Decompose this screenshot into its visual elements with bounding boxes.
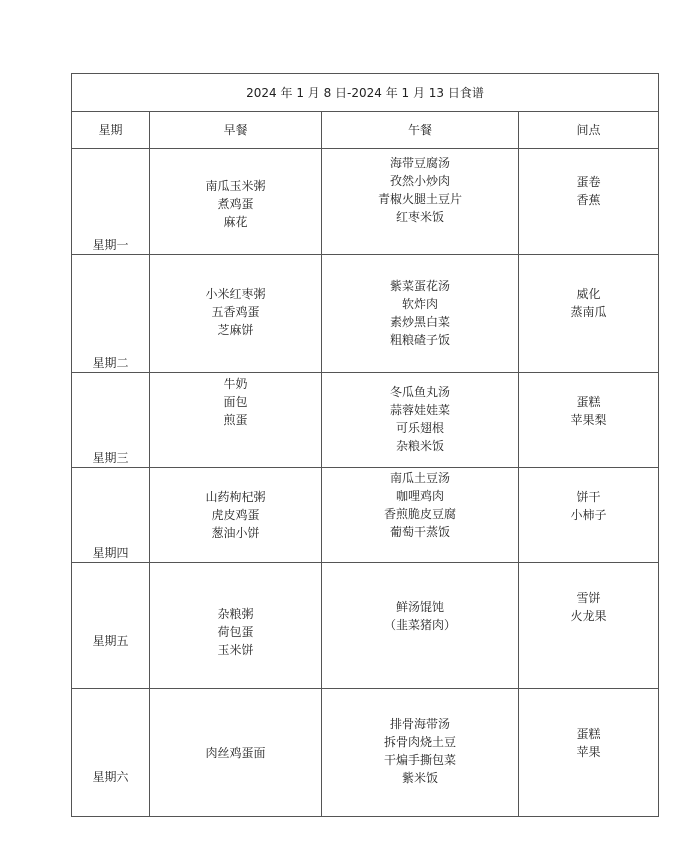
header-lunch: 午餐 xyxy=(322,112,519,149)
snack-cell xyxy=(519,468,659,563)
lunch-item: 孜然小炒肉 xyxy=(389,174,450,188)
breakfast-item: 五香鸡蛋 xyxy=(211,305,260,319)
header-snack: 间点 xyxy=(519,112,659,149)
snack-item: 火龙果 xyxy=(570,609,607,623)
lunch-cell xyxy=(322,689,519,817)
snack-item: 饼干 xyxy=(576,490,601,504)
snack-item: 小柿子 xyxy=(570,508,607,522)
snack-item: 蛋糕 xyxy=(576,727,601,741)
table-row xyxy=(72,468,659,563)
breakfast-item: 小米红枣粥 xyxy=(205,287,266,301)
lunch-item: 排骨海带汤 xyxy=(389,717,450,731)
breakfast-item: 南瓜玉米粥 xyxy=(205,178,266,193)
snack-item: 苹果梨 xyxy=(570,413,607,427)
lunch-cell xyxy=(322,563,519,689)
table-row xyxy=(72,373,659,468)
lunch-cell xyxy=(322,255,519,373)
lunch-item: 香煎脆皮豆腐 xyxy=(383,507,456,521)
header-row xyxy=(72,112,659,149)
breakfast-item: 肉丝鸡蛋面 xyxy=(205,746,266,760)
snack-item: 蛋卷 xyxy=(576,175,601,189)
day-cell: 星期三 xyxy=(72,373,150,468)
table-row xyxy=(72,149,659,255)
lunch-item: 拆骨肉烧土豆 xyxy=(383,735,456,749)
day-cell: 星期四 xyxy=(72,468,150,563)
snack-cell xyxy=(519,373,659,468)
snack-item: 威化 xyxy=(576,287,601,301)
snack-item: 蛋糕 xyxy=(576,395,601,409)
lunch-item: 南瓜土豆汤 xyxy=(389,471,450,485)
lunch-item: 软炸肉 xyxy=(401,297,438,311)
breakfast-item: 煎蛋 xyxy=(223,413,248,427)
table-row xyxy=(72,255,659,373)
lunch-item: 干煸手撕包菜 xyxy=(383,753,456,767)
header-day: 星期 xyxy=(72,112,150,149)
lunch-item: 杂粮米饭 xyxy=(395,439,444,453)
breakfast-cell xyxy=(150,689,322,817)
breakfast-item: 荷包蛋 xyxy=(217,625,254,639)
day-cell: 星期一 xyxy=(72,149,150,255)
breakfast-item: 芝麻饼 xyxy=(217,323,254,337)
snack-item: 香蕉 xyxy=(576,193,601,207)
lunch-item: 咖哩鸡肉 xyxy=(395,489,444,503)
breakfast-item: 牛奶 xyxy=(223,377,248,391)
header-breakfast: 早餐 xyxy=(150,112,322,149)
lunch-item: （韭菜猪肉） xyxy=(383,618,456,632)
title-row xyxy=(72,74,659,112)
snack-cell xyxy=(519,149,659,255)
lunch-item: 紫菜蛋花汤 xyxy=(389,279,450,293)
snack-cell xyxy=(519,255,659,373)
breakfast-cell xyxy=(150,468,322,563)
lunch-item: 鲜汤馄饨 xyxy=(395,600,444,614)
lunch-cell xyxy=(322,149,519,255)
lunch-item: 冬瓜鱼丸汤 xyxy=(389,385,450,399)
lunch-cell xyxy=(322,373,519,468)
snack-item: 蒸南瓜 xyxy=(570,305,607,319)
lunch-item: 海带豆腐汤 xyxy=(389,156,450,170)
breakfast-item: 玉米饼 xyxy=(217,643,254,657)
weekly-menu-table xyxy=(71,73,659,817)
menu-title: 2024 年 1 月 8 日-2024 年 1 月 13 日食谱 xyxy=(72,74,659,112)
breakfast-item: 葱油小饼 xyxy=(211,526,260,540)
lunch-item: 红枣米饭 xyxy=(395,210,444,224)
lunch-item: 素炒黑白菜 xyxy=(389,315,450,329)
breakfast-item: 面包 xyxy=(223,395,248,409)
table-row xyxy=(72,563,659,689)
lunch-item: 紫米饭 xyxy=(401,771,438,785)
lunch-item: 葡萄干蒸饭 xyxy=(389,525,450,539)
breakfast-cell xyxy=(150,149,322,255)
day-cell: 星期二 xyxy=(72,255,150,373)
lunch-item: 青椒火腿土豆片 xyxy=(377,192,462,206)
breakfast-item: 山药枸杞粥 xyxy=(205,490,266,504)
breakfast-cell xyxy=(150,255,322,373)
snack-item: 苹果 xyxy=(576,745,601,759)
breakfast-cell xyxy=(150,563,322,689)
snack-cell xyxy=(519,563,659,689)
day-cell: 星期五 xyxy=(72,563,150,689)
breakfast-item: 虎皮鸡蛋 xyxy=(211,508,260,522)
table-row xyxy=(72,689,659,817)
lunch-item: 可乐翅根 xyxy=(395,421,444,435)
breakfast-item: 杂粮粥 xyxy=(217,607,254,621)
day-cell: 星期六 xyxy=(72,689,150,817)
lunch-item: 蒜蓉娃娃菜 xyxy=(389,403,450,417)
breakfast-item: 煮鸡蛋 xyxy=(217,196,254,211)
lunch-item: 粗粮碴子饭 xyxy=(389,333,450,347)
snack-item: 雪饼 xyxy=(576,591,601,605)
breakfast-cell xyxy=(150,373,322,468)
breakfast-item: 麻花 xyxy=(223,214,248,229)
lunch-cell xyxy=(322,468,519,563)
snack-cell xyxy=(519,689,659,817)
